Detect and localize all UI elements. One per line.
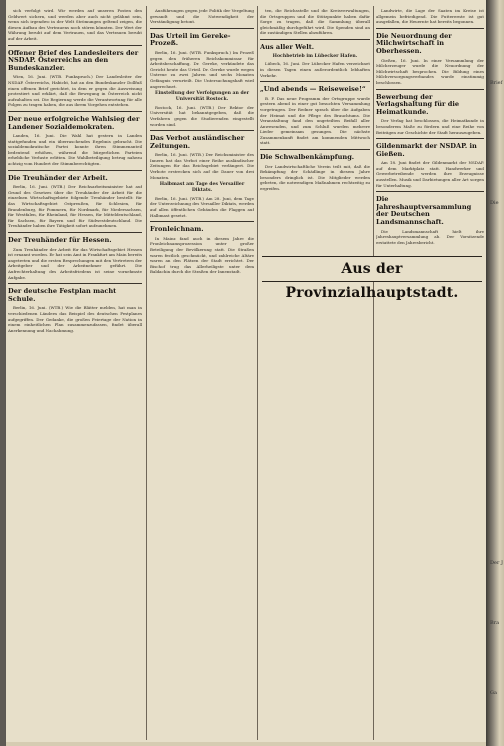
article-paragraph: Der Verlag hat beschlossen, die Heimatkunde in besonderem Maße zu fördern und eine Reihe von Beiträgen zur Geschichte der Stadt herauszugeben. xyxy=(376,118,484,135)
article-rule xyxy=(376,28,484,29)
article-paragraph: Lübeck, 16. Juni. Der Lübecker Hafen verzeichnet in diesen Tagen einen außerordentlich lebhaften Verkehr. xyxy=(260,61,370,78)
article-paragraph: Gießen, 16. Juni. In einer Versammlung der Milcherzeuger wurde die Neuordnung der Milchwirtschaft besprochen. Die Bildung eines Milchversorgungsverbandes wurde einstimmig beschlossen. xyxy=(376,57,484,85)
article-rule xyxy=(150,28,254,29)
article-subheadline: Hochbetrieb im Lübecker Hafen. xyxy=(272,53,358,59)
article-paragraph: Die Landsmannschaft hielt ihre Jahreshauptversammlung ab. Der Vorsitzende erstattete den Jahresbericht. xyxy=(376,228,484,245)
article-rule xyxy=(8,45,142,46)
article-paragraph: B. P. Das neue Programm der Ortsgruppe wurde gestern abend in einer gut besuchten Versammlung vorgetragen. Der Redner sprach über die Aufgaben der Heimat und die Pflege des Brauchtums. Die Veranstaltung fand den ungeteilten Beifall aller Anwesenden, und zum Schluß wurden mehrere Lieder gemeinsam gesungen. Die nächste Zusammenkunft findet am kommenden Mittwoch statt. xyxy=(260,95,370,146)
article-rule xyxy=(260,39,370,40)
article-headline: Aus aller Welt. xyxy=(260,42,315,51)
section-banner-headline: Aus der Provinzialhauptstadt. xyxy=(262,256,482,282)
article-paragraph: Berlin, 16. Juni. (WTB. Funkspruch.) Im Prozeß gegen den früheren Reichskommissar für Arbeitsbeschaffung, Dr. Gereke, verkündete das Gericht heute das Urteil. Dr. Gereke wurde wegen Untreue zu zwei Jahren und sechs Monaten Gefängnis verurteilt. Die Untersuchungshaft wird angerechnet. xyxy=(150,49,254,89)
article-rule xyxy=(260,149,370,150)
article-paragraph: Berlin, 16. Juni. (WTB.) Am 28. Juni, dem Tage der Unterzeichnung des Versailler Diktats, werden auf allen öffentlichen Gebäuden die Flaggen auf Halbmast gesetzt. xyxy=(150,195,254,218)
article-paragraph: Ausführungen gegen jede Politik der Vergeltung gewandt und die Notwendigkeit der Verständigung betont. xyxy=(150,8,254,25)
article-paragraph: ten, die Reichsstelle und die Kreisverwaltungen, die Ortsgruppen und die Stützpunkte haben dafür Sorge zu tragen, daß die Sammlung überall gleichmäßig durchgeführt wird. Die Spenden sind an die zuständigen Stellen abzuführen. xyxy=(260,8,370,36)
article-paragraph: Rostock, 16. Juni. (WTB.) Der Rektor der Universität hat bekanntgegeben, daß die Verfahren gegen die Studierenden eingestellt worden sind. xyxy=(150,104,254,127)
article-headline: Bewerbung der Verlagshaltung für die Heimatkunde. xyxy=(376,92,460,116)
column-1 xyxy=(8,8,142,740)
article-paragraph: Am 18. Juni findet der Gildenmarkt der NSDAP. auf dem Marktplatz statt. Handwerker und Gewerbetreibende werden ihre Erzeugnisse ausstellen. Musik und Darbietungen aller Art sorgen für Unterhaltung. xyxy=(376,160,484,188)
page-bottom-edge xyxy=(6,742,486,746)
column-divider xyxy=(373,6,374,740)
article-headline: Offener Brief des Landesleiters der NSDAP. Österreichs an den Bundeskanzler. xyxy=(8,48,139,72)
article-rule xyxy=(8,232,142,233)
article-paragraph: Berlin, 16. Juni. (WTB.) Der Reichsarbeitsminister hat auf Grund des Gesetzes über die Treuhänder der Arbeit für die einzelnen Wirtschaftsgebiete folgende Treuhänder bestellt: für das Wirtschaftsgebiet Ostpreußen, für Schlesien, für Brandenburg, für Pommern, für Nordmark, für Niedersachsen, für Westfalen, für Rheinland, für Hessen, für Mitteldeutschland, für Sachsen, für Bayern und für Südwestdeutschland. Die Treuhänder haben ihre Tätigkeit sofort aufzunehmen. xyxy=(8,184,142,229)
article-rule xyxy=(8,111,142,112)
article-rule xyxy=(8,283,142,284)
article-paragraph: In Mainz fand auch in diesem Jahre die Fronleichnamsprozession unter großer Beteiligung der Bevölkerung statt. Die Straßen waren festlich geschmückt, und zahlreiche Altäre waren an den Plätzen der Stadt errichtet. Der Bischof trug das Allerheiligste unter dem Baldachin durch die Straßen der Innenstadt. xyxy=(150,235,254,275)
article-rule xyxy=(8,170,142,171)
page-fold-edge xyxy=(486,0,504,746)
article-paragraph: Landwirte, die Lage der Saaten im Kreise ist allgemein befriedigend. Die Futterernte ist gut ausgefallen, die Heuernte hat bereits begonnen. xyxy=(376,8,484,25)
article-rule xyxy=(376,89,484,90)
article-headline: Der neue erfolgreiche Wahlsieg der Landener Sozialdemokraten. xyxy=(8,114,140,131)
fold-fragment: Der J xyxy=(490,560,503,566)
article-headline: Die Neuordnung der Milchwirtschaft in Oberhessen. xyxy=(376,31,452,55)
fold-fragment: Brief xyxy=(490,80,503,86)
article-paragraph: Berlin, 16. Juni. (WTB.) Der Reichsminister des Innern hat das Verbot einer Reihe ausländischer Zeitungen für das Reichsgebiet verlängert. Die Verbote erstrecken sich auf die Dauer von drei Monaten. xyxy=(150,152,254,180)
article-paragraph: sich verfolgt wird. Wir werden auf unseren Posten den Geldwert sichern, und werden aber auch nicht gelähmt sein, wenn sich irgendwo in der Welt Strömungen geltend zeigen, die diesen Aufbau des Vertrauens noch stören könnten. Der Wert der Währung beruht auf dem Vertrauen, und das Vertrauen beruht auf der Arbeit. xyxy=(8,8,142,41)
article-headline: Die Treuhänder der Arbeit. xyxy=(8,173,108,182)
article-rule xyxy=(376,138,484,139)
fold-fragment: Die xyxy=(490,200,499,206)
article-rule xyxy=(150,221,254,222)
newspaper-page xyxy=(6,0,486,746)
article-subheadline: Einstellung der Verfolgungen an der Universität Rostock. xyxy=(154,91,250,102)
article-paragraph: Berlin, 16. Juni. (WTB.) Wie die Blätter melden, hat man in verschiedenen Ländern das Beispiel des deutschen Festplanes aufgegriffen. Der Gedanke, die großen Feiertage der Nation in einem einheitlichen Plan zusammenzufassen, findet überall Anerkennung und Nachahmung. xyxy=(8,305,142,333)
column-divider xyxy=(257,6,258,740)
fold-fragment: Ga xyxy=(490,690,497,696)
article-headline: Das Urteil im Gereke-Prozeß. xyxy=(150,31,231,48)
article-headline: Der Treuhänder für Hessen. xyxy=(8,236,112,244)
article-headline: Die Schwalbenkämpfung. xyxy=(260,153,355,162)
article-paragraph: Wien, 16. Juni. (WTB. Funkspruch.) Der Landesleiter der NSDAP. Österreichs, Habicht, hat an den Bundeskanzler Dollfuß einen offenen Brief gerichtet, in dem er gegen die Ausweisung protestiert und erklärt, daß die Bewegung in Österreich nicht aufzuhalten sei. Die Regierung werde die Verantwortung für alle Folgen zu tragen haben, die aus ihrem Vorgehen entstehen. xyxy=(8,74,142,108)
article-headline: Die Jahreshauptversammlung der Deutschen Landsmannschaft. xyxy=(376,195,472,227)
article-paragraph: Landen, 16. Juni. Die Wahl hat gestern in Landen stattgefunden und ein überraschendes Ergebnis gebracht. Die sozialdemokratische Partei konnte ihren Stimmenanteil bedeutend erhöhen, während die bürgerlichen Parteien erhebliche Verluste erlitten. Die Wahlbeteiligung betrug nahezu achtzig vom Hundert der Stimmberechtigten. xyxy=(8,133,142,167)
fold-fragment: Bra xyxy=(490,620,500,626)
article-headline: Fronleichnam. xyxy=(150,225,204,234)
article-subheadline: Halbmast am Tage des Versailler Diktats. xyxy=(159,182,245,194)
column-3 xyxy=(260,8,370,740)
column-4 xyxy=(376,8,484,740)
article-rule xyxy=(260,81,370,82)
article-paragraph: Zum Treuhänder der Arbeit für das Wirtschaftsgebiet Hessen ist ernannt worden. Er hat sein Amt in Frankfurt am Main bereits angetreten und die ersten Besprechungen mit den Vertretern der Arbeitgeber und der Arbeitnehmer geführt. Die Aufrechterhaltung des Arbeitsfriedens ist seine vornehmste Aufgabe. xyxy=(8,246,142,280)
article-headline: Der deutsche Festplan macht Schule. xyxy=(8,287,117,303)
article-headline: Gildenmarkt der NSDAP. in Gießen. xyxy=(376,142,477,158)
article-rule xyxy=(150,130,254,131)
article-paragraph: Der Landwirtschaftliche Verein teilt mit, daß die Bekämpfung der Schädlinge in diesem Jahre besonders dringlich ist. Die Mitglieder werden gebeten, die notwendigen Maßnahmen rechtzeitig zu ergreifen. xyxy=(260,163,370,192)
article-headline: „Und abends — Reiseweise!“ xyxy=(260,85,366,94)
column-divider xyxy=(146,6,147,740)
column-2 xyxy=(150,8,254,740)
article-headline: Das Verbot ausländischer Zeitungen. xyxy=(150,134,245,150)
article-rule xyxy=(376,191,484,192)
